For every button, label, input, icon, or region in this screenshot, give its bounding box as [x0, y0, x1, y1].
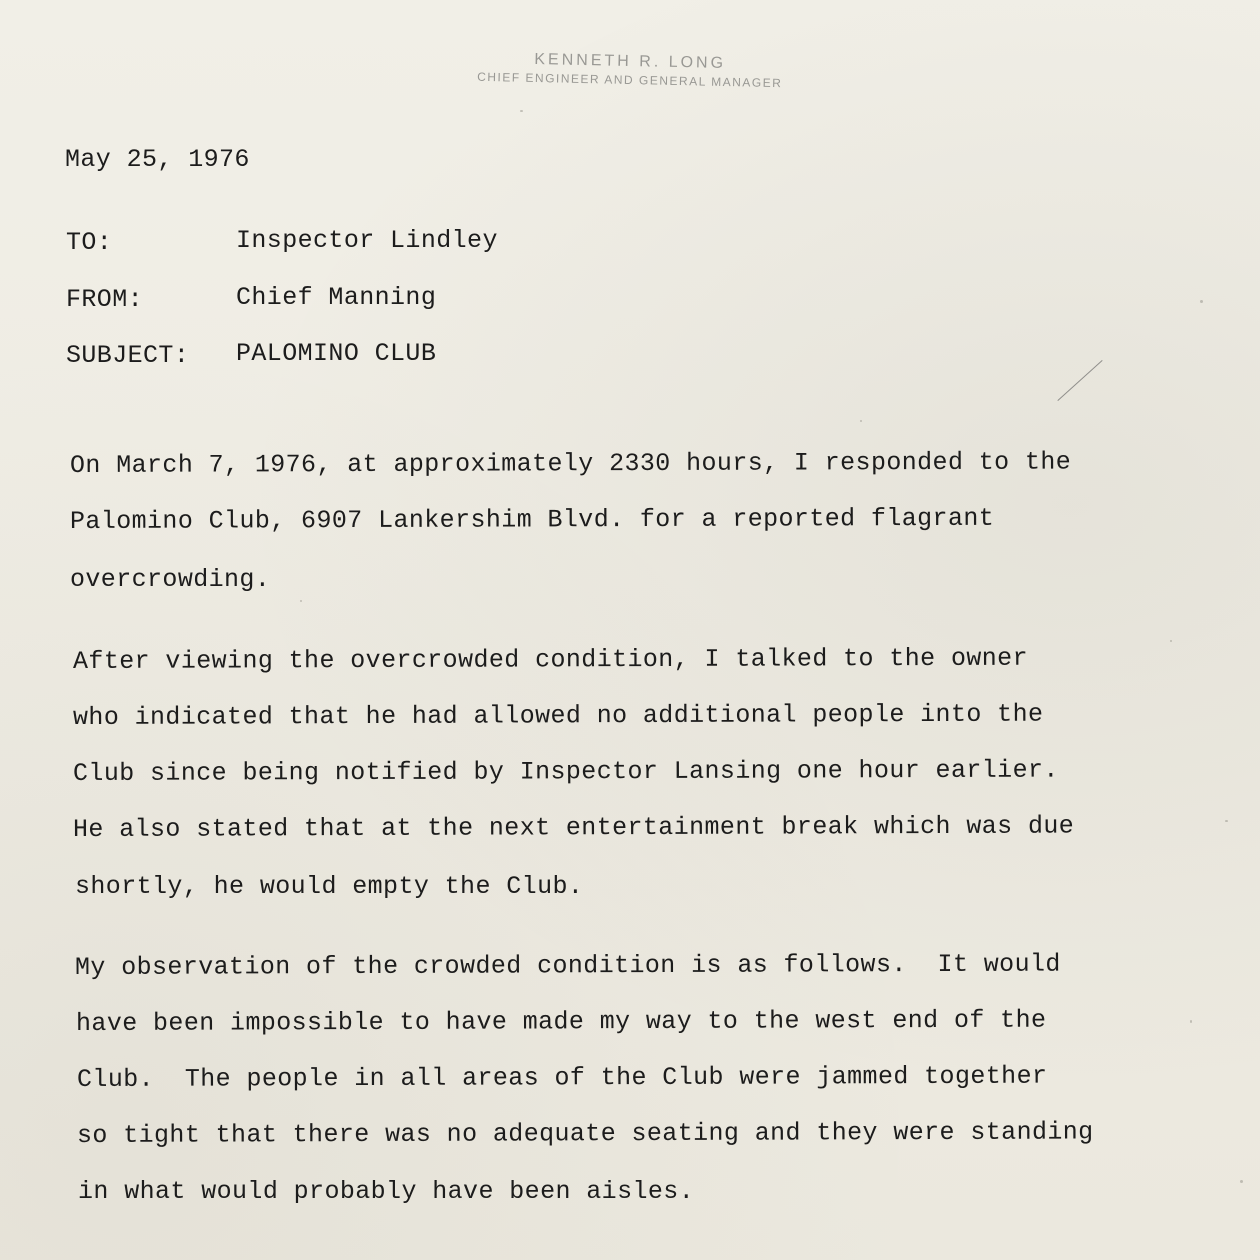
paragraph-1-line-3: overcrowding. [70, 565, 271, 594]
paper-speck [1190, 1020, 1192, 1023]
letterhead-name: KENNETH R. LONG [534, 50, 727, 73]
paragraph-3-line-5: in what would probably have been aisles. [78, 1177, 695, 1206]
paragraph-2-line-5: shortly, he would empty the Club. [75, 872, 584, 901]
paragraph-2-line-3: Club since being notified by Inspector Lansing one hour earlier. [72, 755, 1059, 788]
to-value: Inspector Lindley [236, 226, 498, 255]
paper-speck [1240, 1180, 1243, 1183]
paragraph-3-line-2: have been impossible to have made my way to the west end of the [75, 1005, 1047, 1038]
paragraph-2-line-2: who indicated that he had allowed no additional people into the [72, 699, 1044, 732]
paragraph-3-line-1: My observation of the crowded condition is as follows. It would [74, 949, 1061, 982]
paper-speck [300, 600, 302, 602]
from-label: FROM: [66, 285, 144, 314]
paper-speck [1200, 300, 1203, 303]
paragraph-1-line-1: On March 7, 1976, at approximately 2330 hours, I responded to the [69, 447, 1072, 480]
paragraph-2-line-1: After viewing the overcrowded condition, I talked to the owner [72, 643, 1028, 676]
paragraph-3-line-4: so tight that there was no adequate seating and they were standing [76, 1117, 1094, 1150]
paper-speck [860, 420, 862, 422]
paper-scratch [1057, 360, 1102, 401]
paragraph-1-line-2: Palomino Club, 6907 Lankershim Blvd. for a reported flagrant [69, 503, 995, 536]
letterhead [300, 45, 961, 95]
letterhead-title: CHIEF ENGINEER AND GENERAL MANAGER [477, 69, 783, 91]
to-label: TO: [66, 228, 113, 257]
paragraph-3-line-3: Club. The people in all areas of the Club were jammed together [76, 1061, 1048, 1094]
from-value: Chief Manning [236, 283, 437, 312]
paragraph-2-line-4: He also stated that at the next entertainment break which was due [72, 811, 1075, 844]
memo-date: May 25, 1976 [65, 145, 250, 174]
paper-speck [1225, 820, 1228, 822]
subject-value: PALOMINO CLUB [236, 339, 437, 368]
paper-speck [1170, 640, 1172, 642]
subject-label: SUBJECT: [66, 341, 190, 370]
paper-speck [520, 110, 523, 112]
